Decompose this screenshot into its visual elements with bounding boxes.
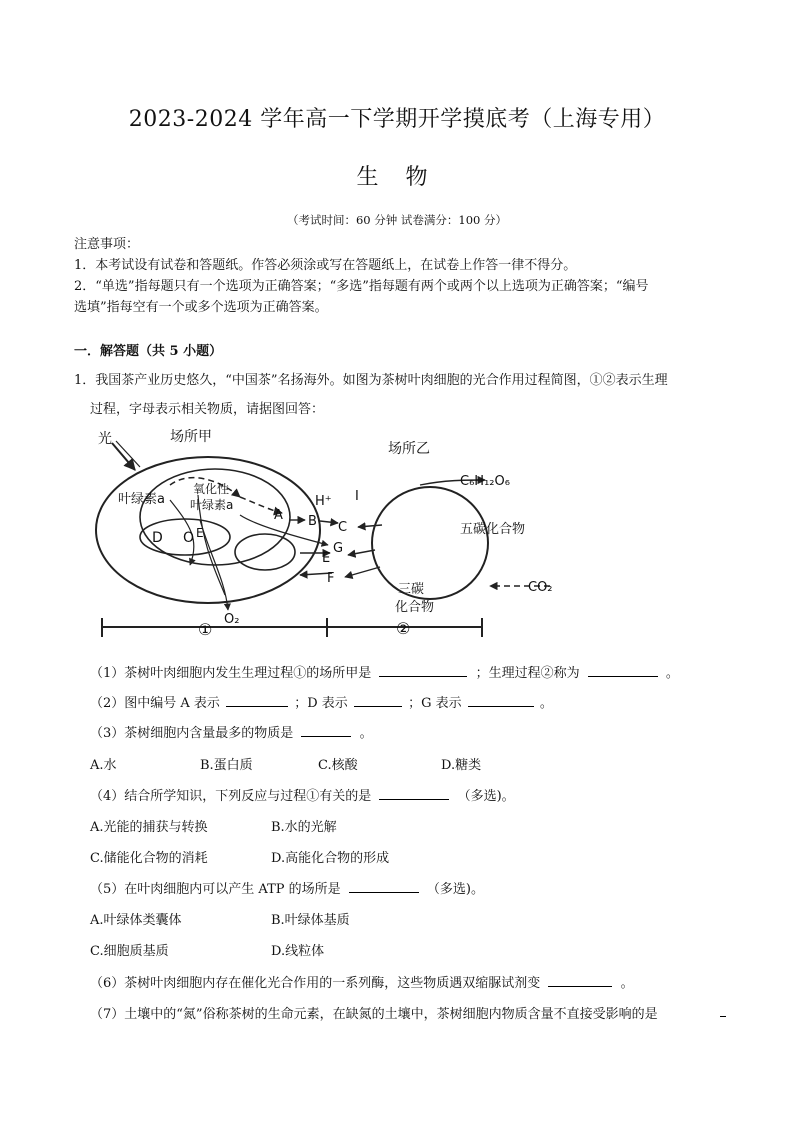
answer-blank-1b[interactable]	[588, 663, 658, 677]
sub-question-2	[90, 692, 553, 711]
answer-blank-2c[interactable]	[468, 693, 534, 707]
notice-item-2-cont: 选填”指每空有一个或多个选项为正确答案。	[74, 300, 328, 315]
answer-blank-6[interactable]	[548, 973, 612, 987]
label-three-c-2: 化合物	[395, 600, 435, 615]
sub1-pre: （1）茶树叶肉细胞内发生生理过程①的场所甲是	[90, 666, 372, 681]
label-chl-a: 叶绿素a	[118, 492, 165, 507]
answer-blank-2b[interactable]	[354, 693, 402, 707]
page-title: 2023-2024 学年高一下学期开学摸底考（上海专用）	[128, 107, 666, 132]
sub3-post: 。	[359, 726, 373, 741]
sub1-post: 。	[665, 666, 679, 681]
option-3a[interactable]: A.水	[90, 758, 117, 773]
label-step-1: ①	[198, 620, 213, 639]
sub5-post: （多选)。	[426, 882, 484, 897]
subject-title: 生 物	[356, 165, 438, 190]
label-site-a: 场所甲	[170, 429, 212, 445]
label-H: H⁺	[315, 494, 332, 509]
sub-question-5	[90, 878, 484, 897]
label-co2: CO₂	[528, 580, 553, 595]
sub4-post: （多选)。	[457, 789, 515, 804]
sub-question-7: （7）土壤中的“氮”俗称茶树的生命元素，在缺氮的土壤中，茶树细胞内物质含量不直接受影响的是	[90, 1007, 658, 1022]
label-E-small: E	[196, 526, 204, 540]
label-step-2: ②	[396, 619, 411, 638]
option-5c[interactable]: C.细胞质基质	[90, 944, 169, 959]
sub-question-6	[90, 972, 634, 991]
notice-item-1: 1．本考试设有试卷和答题纸。作答必须涂或写在答题纸上，在试卷上作答一律不得分。	[74, 258, 577, 273]
answer-blank-2a[interactable]	[226, 693, 288, 707]
exam-info: （考试时间：60 分钟 试卷满分：100 分）	[286, 213, 508, 227]
sub2-pre: （2）图中编号 A 表示	[90, 696, 220, 711]
answer-blank-7[interactable]	[720, 1003, 726, 1017]
label-glucose: C₆H₁₂O₆	[460, 474, 510, 489]
option-3c[interactable]: C.核酸	[318, 758, 358, 773]
option-5b[interactable]: B.叶绿体基质	[271, 913, 350, 928]
label-O: O	[183, 530, 195, 546]
option-4c[interactable]: C.储能化合物的消耗	[90, 851, 208, 866]
notice-item-2: 2．“单选”指每题只有一个选项为正确答案；“多选”指每题有两个或两个以上选项为正确答案；“编号	[74, 279, 649, 294]
label-E: E	[322, 551, 331, 566]
sub5-text: （5）在叶肉细胞内可以产生 ATP 的场所是	[90, 882, 341, 897]
label-five-c: 五碳化合物	[460, 522, 526, 537]
answer-blank-5[interactable]	[349, 879, 419, 893]
question-stem-cont: 过程，字母表示相关物质，请据图回答：	[90, 402, 325, 417]
sub3-text: （3）茶树细胞内含量最多的物质是	[90, 726, 294, 741]
question-stem: 1．我国茶产业历史悠久，“中国茶”名扬海外。如图为茶树叶肉细胞的光合作用过程简图，①②表示生理	[74, 373, 668, 388]
label-C: C	[338, 520, 348, 535]
site-a-outer	[96, 457, 320, 603]
option-5a[interactable]: A.叶绿体类囊体	[90, 913, 182, 928]
sub2-g: ；G 表示	[408, 696, 462, 711]
label-ox-chl-2: 叶绿素a	[190, 498, 234, 512]
option-4a[interactable]: A.光能的捕获与转换	[90, 820, 208, 835]
option-4b[interactable]: B.水的光解	[271, 820, 337, 835]
answer-blank-1a[interactable]	[379, 663, 467, 677]
notice-heading: 注意事项：	[74, 237, 140, 252]
sub4-text: （4）结合所学知识，下列反应与过程①有关的是	[90, 789, 372, 804]
option-3b[interactable]: B.蛋白质	[200, 758, 253, 773]
sub2-d: ；D 表示	[294, 696, 348, 711]
photosynthesis-diagram	[90, 425, 595, 645]
sub-question-1	[90, 662, 679, 681]
sub6-text: （6）茶树叶肉细胞内存在催化光合作用的一系列酶，这些物质遇双缩脲试剂变	[90, 976, 541, 991]
label-A: A	[274, 508, 283, 523]
label-B: B	[308, 514, 317, 529]
light-arrow	[112, 443, 135, 470]
option-4d[interactable]: D.高能化合物的形成	[271, 851, 390, 866]
sub6-post: 。	[620, 976, 634, 991]
sub1-mid: ；生理过程②称为	[475, 666, 580, 681]
option-5d[interactable]: D.线粒体	[271, 944, 325, 959]
label-ox-chl-1: 氧化性	[193, 482, 230, 496]
label-three-c-1: 三碳	[398, 582, 425, 597]
label-G: G	[333, 541, 344, 556]
label-site-b: 场所乙	[388, 441, 430, 457]
label-O2: O₂	[224, 612, 240, 627]
sub-question-4	[90, 785, 515, 804]
sub2-post: 。	[539, 696, 553, 711]
sub-question-3	[90, 722, 373, 741]
answer-blank-4[interactable]	[379, 786, 449, 800]
calvin-cycle	[372, 487, 488, 599]
label-light: 光	[98, 431, 112, 447]
label-I: I	[355, 489, 359, 504]
label-D: D	[152, 530, 163, 546]
section-heading: 一．解答题（共 5 小题）	[74, 344, 223, 359]
answer-blank-3[interactable]	[301, 723, 351, 737]
option-3d[interactable]: D.糖类	[441, 758, 482, 773]
label-F: F	[327, 571, 335, 586]
